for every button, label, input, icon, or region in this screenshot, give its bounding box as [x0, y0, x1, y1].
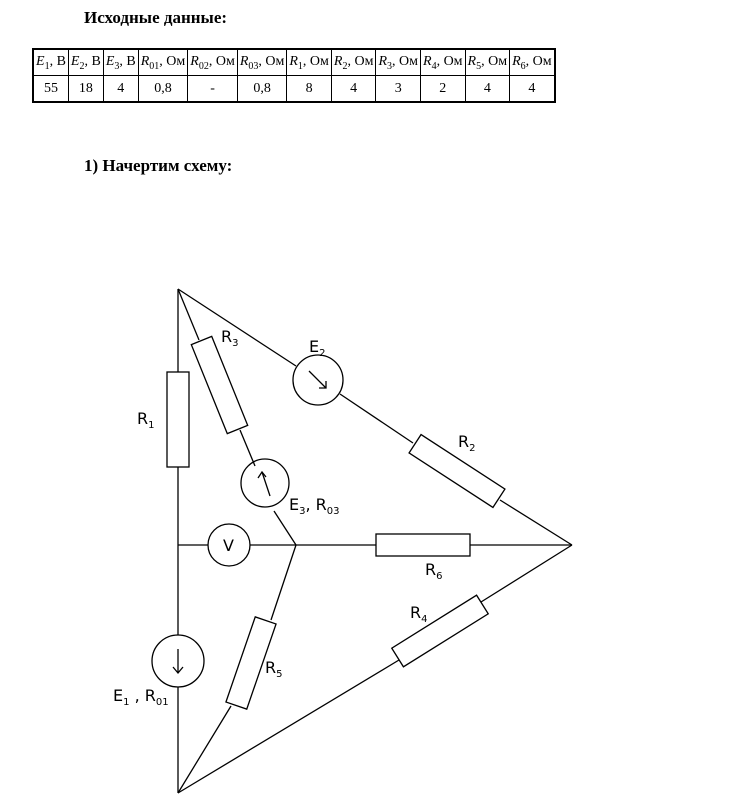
column-header-r01: $R_{01}$, Ом [138, 49, 188, 76]
cell-r3: 3 [376, 76, 421, 103]
cell-r2: 4 [331, 76, 376, 103]
scheme-heading: 1) Начертим схему: [84, 156, 233, 175]
emf-source-e2 [293, 355, 343, 405]
column-header-e1: $E_1$, В [33, 49, 68, 76]
column-header-r2: $R_2$, Ом [331, 49, 376, 76]
cell-r5: 4 [465, 76, 510, 103]
label-r1: $R_1$ [137, 409, 155, 431]
column-header-e3: $E_3$, В [103, 49, 138, 76]
column-header-r03: $R_{03}$, Ом [237, 49, 287, 76]
cell-r1: 8 [287, 76, 332, 103]
column-header-r02: $R_{02}$, Ом [188, 49, 238, 76]
emf-source-e3 [241, 459, 289, 507]
circuit-wires [178, 289, 572, 793]
label-r3: $R_3$ [221, 327, 239, 349]
resistor-r6 [376, 534, 470, 556]
cell-r01: 0,8 [138, 76, 188, 103]
column-header-e2: $E_2$, В [68, 49, 103, 76]
label-r5: $R_5$ [265, 658, 283, 680]
column-header-r5: $R_5$, Ом [465, 49, 510, 76]
cell-e1: 55 [33, 76, 68, 103]
resistor-r2 [409, 435, 505, 508]
label-e1-r01: $E_1$ , $R_{01}$ [113, 686, 169, 708]
column-header-r1: $R_1$, Ом [287, 49, 332, 76]
resistor-r4 [392, 595, 488, 667]
resistor-r3 [191, 336, 247, 433]
cell-r4: 2 [421, 76, 466, 103]
cell-e3: 4 [103, 76, 138, 103]
cell-r03: 0,8 [237, 76, 287, 103]
label-r2: $R_2$ [458, 432, 476, 454]
cell-e2: 18 [68, 76, 103, 103]
label-e3-r03: $E_3$, $R_{03}$ [289, 495, 340, 517]
cell-r02: - [188, 76, 238, 103]
source-data-heading: Исходные данные: [84, 8, 228, 27]
label-r4: $R_4$ [410, 603, 428, 625]
cell-r6: 4 [510, 76, 555, 103]
emf-source-e1 [152, 635, 204, 687]
column-header-r4: $R_4$, Ом [421, 49, 466, 76]
column-header-r6: $R_6$, Ом [510, 49, 555, 76]
resistor-r1 [167, 372, 189, 467]
label-r6: $R_6$ [425, 560, 443, 582]
label-e2: $E_2$ [309, 337, 326, 359]
column-header-r3: $R_3$, Ом [376, 49, 421, 76]
label-voltmeter: V [223, 536, 234, 555]
